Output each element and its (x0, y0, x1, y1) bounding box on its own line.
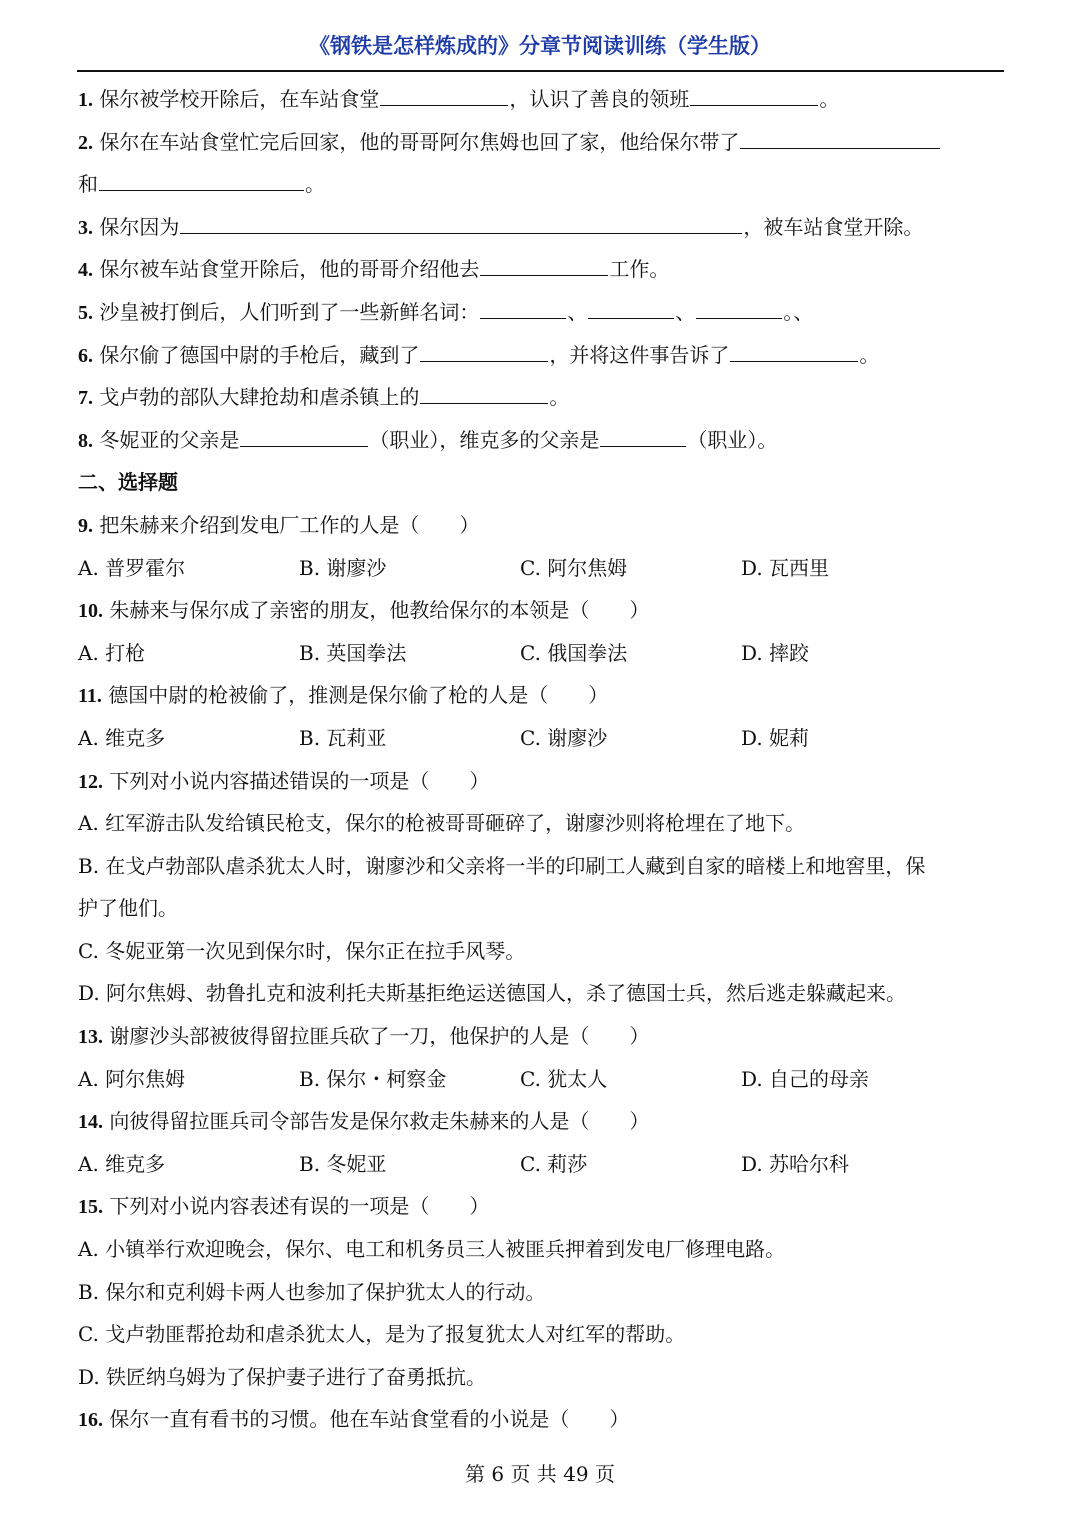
option-a[interactable]: A. 阿尔焦姆 (78, 1066, 186, 1091)
question-number: 2. (78, 131, 93, 154)
question-text: 戈卢勃的部队大肆抢劫和虐杀镇上的 (93, 385, 420, 410)
question-text: 冬妮亚的父亲是 (93, 427, 240, 452)
option-a[interactable]: A. 维克多 (78, 1151, 166, 1176)
fill-question-8 (78, 419, 1004, 462)
question-number: 6. (78, 344, 93, 367)
answer-blank[interactable] (480, 274, 608, 276)
option-c[interactable]: C. 犹太人 (520, 1066, 608, 1091)
question-number: 8. (78, 429, 93, 452)
question-number: 16. (78, 1409, 103, 1432)
question-text: 德国中尉的枪被偷了，推测是保尔偷了枪的人是（ ） (101, 683, 609, 708)
question-text: 。 (549, 385, 570, 410)
page-number-footer: 第 6 页 共 49 页 (465, 1462, 615, 1486)
question-text: ，认识了善良的领班 (509, 87, 690, 111)
answer-blank[interactable] (690, 104, 818, 106)
question-text: ，并将这件事告诉了 (549, 342, 730, 367)
question-text: 。 (859, 342, 880, 367)
answer-blank[interactable] (99, 189, 304, 191)
option-d[interactable]: D. 阿尔焦姆、勃鲁扎克和波利托夫斯基拒绝运送德国人，杀了德国士兵，然后逃走躲藏起来。 (78, 981, 907, 1006)
option-b-continued[interactable]: 护了他们。 (78, 896, 178, 921)
question-number: 1. (78, 89, 93, 111)
fill-question-6 (78, 334, 1004, 377)
page-header-title: 《钢铁是怎样炼成的》分章节阅读训练（学生版） (309, 34, 771, 58)
question-number: 11. (78, 685, 102, 708)
option-a[interactable]: A. 小镇举行欢迎晚会，保尔、电工和机务员三人被匪兵押着到发电厂修理电路。 (78, 1237, 786, 1262)
question-text: 保尔因为 (93, 214, 180, 239)
option-d[interactable]: D. 瓦西里 (741, 555, 830, 580)
question-number: 12. (78, 770, 103, 793)
fill-question-2 (78, 121, 1004, 164)
question-text: 保尔在车站食堂忙完后回家，他的哥哥阿尔焦姆也回了家，他给保尔带了 (93, 129, 740, 154)
question-text: 工作。 (609, 257, 670, 282)
option-b[interactable]: B. 瓦莉亚 (299, 725, 387, 750)
choice-question-14 (78, 1100, 1004, 1143)
options-row (78, 717, 1004, 760)
question-number: 13. (78, 1026, 103, 1049)
question-number: 10. (78, 600, 103, 623)
option-b[interactable]: B. 英国拳法 (299, 640, 407, 665)
question-text: 。、 (783, 299, 814, 324)
question-text: 。 (305, 172, 325, 197)
question-text: 朱赫来与保尔成了亲密的朋友，他教给保尔的本领是（ ） (103, 598, 650, 623)
options-row (78, 632, 1004, 675)
question-number: 5. (78, 301, 93, 324)
option-c[interactable]: C. 俄国拳法 (520, 640, 628, 665)
question-text: 、 (567, 299, 588, 324)
question-number: 3. (78, 216, 93, 239)
answer-blank[interactable] (420, 360, 548, 362)
question-text: 向彼得留拉匪兵司令部告发是保尔救走朱赫来的人是（ ） (103, 1109, 650, 1134)
options-row (78, 1058, 1004, 1101)
answer-blank[interactable] (240, 445, 368, 447)
fill-question-7 (78, 376, 1004, 419)
question-number: 9. (78, 514, 93, 537)
option-a[interactable]: A. 红军游击队发给镇民枪支，保尔的枪被哥哥砸碎了，谢廖沙则将枪埋在了地下。 (78, 811, 806, 836)
option-d[interactable]: D. 铁匠纳乌姆为了保护妻子进行了奋勇抵抗。 (78, 1364, 487, 1389)
option-b[interactable]: B. 谢廖沙 (299, 555, 387, 580)
options-row (78, 1143, 1004, 1186)
option-b[interactable]: B. 冬妮亚 (299, 1151, 387, 1176)
answer-blank[interactable] (600, 445, 686, 447)
header-divider (77, 70, 1004, 72)
answer-blank[interactable] (380, 104, 508, 106)
question-text: 和 (78, 172, 98, 197)
choice-question-11 (78, 674, 1004, 717)
option-d[interactable]: D. 苏哈尔科 (741, 1151, 850, 1176)
option-c[interactable]: C. 戈卢勃匪帮抢劫和虐杀犹太人，是为了报复犹太人对红军的帮助。 (78, 1322, 686, 1347)
question-text: 保尔被车站食堂开除后，他的哥哥介绍他去 (93, 257, 480, 282)
option-c[interactable]: C. 阿尔焦姆 (520, 555, 628, 580)
fill-question-3 (78, 206, 1004, 249)
choice-question-10 (78, 589, 1004, 632)
option-a[interactable]: A. 打枪 (78, 640, 146, 665)
answer-blank[interactable] (180, 232, 742, 234)
choice-question-12 (78, 760, 1004, 803)
choice-question-16 (78, 1398, 1004, 1441)
question-number: 15. (78, 1196, 103, 1219)
question-number: 4. (78, 259, 93, 282)
option-b[interactable]: B. 在戈卢勃部队虐杀犹太人时，谢廖沙和父亲将一半的印刷工人藏到自家的暗楼上和地窖里，保 (78, 853, 926, 878)
question-text: 保尔一直有看书的习惯。他在车站食堂看的小说是（ ） (103, 1407, 630, 1432)
option-c[interactable]: C. 莉莎 (520, 1151, 588, 1176)
answer-blank[interactable] (730, 360, 858, 362)
section-heading: 二、选择题 (78, 470, 178, 495)
question-text: 。 (819, 87, 840, 111)
option-b[interactable]: B. 保尔・柯察金 (299, 1066, 447, 1091)
question-text: 把朱赫来介绍到发电厂工作的人是（ ） (93, 512, 480, 537)
option-d[interactable]: D. 妮莉 (741, 725, 810, 750)
choice-question-9 (78, 504, 1004, 547)
options-row (78, 547, 1004, 590)
question-text: 谢廖沙头部被彼得留拉匪兵砍了一刀，他保护的人是（ ） (103, 1024, 650, 1049)
option-b[interactable]: B. 保尔和克利姆卡两人也参加了保护犹太人的行动。 (78, 1279, 546, 1304)
choice-question-15 (78, 1185, 1004, 1228)
question-text: 保尔被学校开除后，在车站食堂 (93, 87, 380, 111)
question-text: ，被车站食堂开除。 (743, 214, 924, 239)
choice-question-13 (78, 1015, 1004, 1058)
option-a[interactable]: A. 普罗霍尔 (78, 555, 186, 580)
answer-blank[interactable] (420, 402, 548, 404)
question-text: 沙皇被打倒后，人们听到了一些新鲜名词： (93, 299, 480, 324)
fill-question-2-continued (78, 163, 1004, 206)
option-c[interactable]: C. 冬妮亚第一次见到保尔时，保尔正在拉手风琴。 (78, 938, 526, 963)
fill-question-1 (78, 78, 1004, 121)
question-number: 14. (78, 1111, 103, 1134)
fill-question-5 (78, 291, 1004, 334)
question-number: 7. (78, 387, 93, 410)
answer-blank[interactable] (696, 317, 782, 319)
answer-blank[interactable] (740, 147, 940, 149)
option-d[interactable]: D. 摔跤 (741, 640, 810, 665)
question-text: （职业）。 (687, 427, 778, 452)
answer-blank[interactable] (480, 317, 566, 319)
question-text: 、 (675, 299, 696, 324)
question-text: 保尔偷了德国中尉的手枪后，藏到了 (93, 342, 420, 367)
question-text: （职业），维克多的父亲是 (369, 427, 600, 452)
question-text: 下列对小说内容描述错误的一项是（ ） (103, 768, 490, 793)
option-a[interactable]: A. 维克多 (78, 725, 166, 750)
fill-question-4 (78, 248, 1004, 291)
option-c[interactable]: C. 谢廖沙 (520, 725, 608, 750)
question-text: 下列对小说内容表述有误的一项是（ ） (103, 1194, 490, 1219)
answer-blank[interactable] (588, 317, 674, 319)
question-list (78, 78, 1004, 1441)
option-d[interactable]: D. 自己的母亲 (741, 1066, 870, 1091)
